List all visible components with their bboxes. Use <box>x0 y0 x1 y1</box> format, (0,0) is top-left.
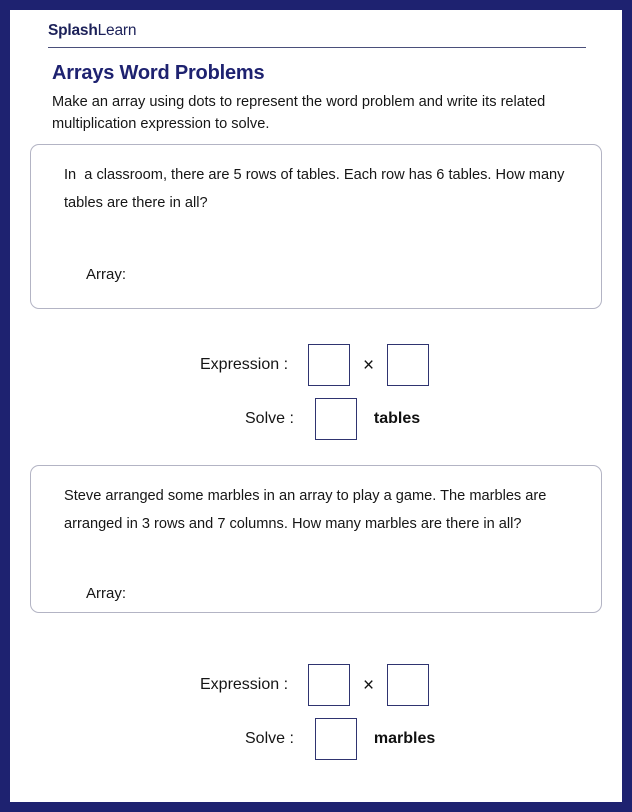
brand-text <box>48 22 136 39</box>
expression-label-1: Expression : <box>200 356 289 373</box>
solve-label-1: Solve : <box>245 410 294 427</box>
solve-row-1 <box>245 397 420 441</box>
brand-logo <box>48 22 586 56</box>
multiplication-icon: × <box>363 674 375 696</box>
brand-splash-text: Splash <box>48 22 98 39</box>
multiplication-icon: × <box>363 354 375 376</box>
expression-factor2-box-2[interactable] <box>387 664 429 706</box>
expression-factor1-box-2[interactable] <box>308 664 350 706</box>
array-label-1: Array: <box>86 266 127 283</box>
problem-text-1: In a classroom, there are 5 rows of tables. Each row has 6 tables. How many tables are there in all? <box>64 167 569 211</box>
problem-card-2 <box>30 465 602 613</box>
expression-factor2-box-1[interactable] <box>387 344 429 386</box>
problem-card-1 <box>30 144 602 309</box>
instructions-text: Make an array using dots to represent the word problem and write its related multiplication expression to solve. <box>52 94 546 132</box>
solve-unit-1: tables <box>373 410 421 427</box>
solve-answer-box-1[interactable] <box>315 398 357 440</box>
problem-text-2: Steve arranged some marbles in an array to play a game. The marbles are arranged in 3 rows and 7 columns. How many marbles are there in all? <box>64 488 551 532</box>
solve-unit-2: marbles <box>373 730 436 747</box>
expression-label-2: Expression : <box>200 676 289 693</box>
brand-learn-text: Learn <box>97 22 137 39</box>
expression-factor1-box-1[interactable] <box>308 344 350 386</box>
expression-row-2 <box>200 663 429 707</box>
solve-answer-box-2[interactable] <box>315 718 357 760</box>
worksheet-page <box>10 10 622 802</box>
array-label-2: Array: <box>86 585 127 602</box>
expression-row-1 <box>200 343 429 387</box>
header-divider <box>48 47 586 48</box>
solve-row-2 <box>245 717 435 761</box>
solve-label-2: Solve : <box>245 730 294 747</box>
page-title: Arrays Word Problems <box>52 62 265 84</box>
